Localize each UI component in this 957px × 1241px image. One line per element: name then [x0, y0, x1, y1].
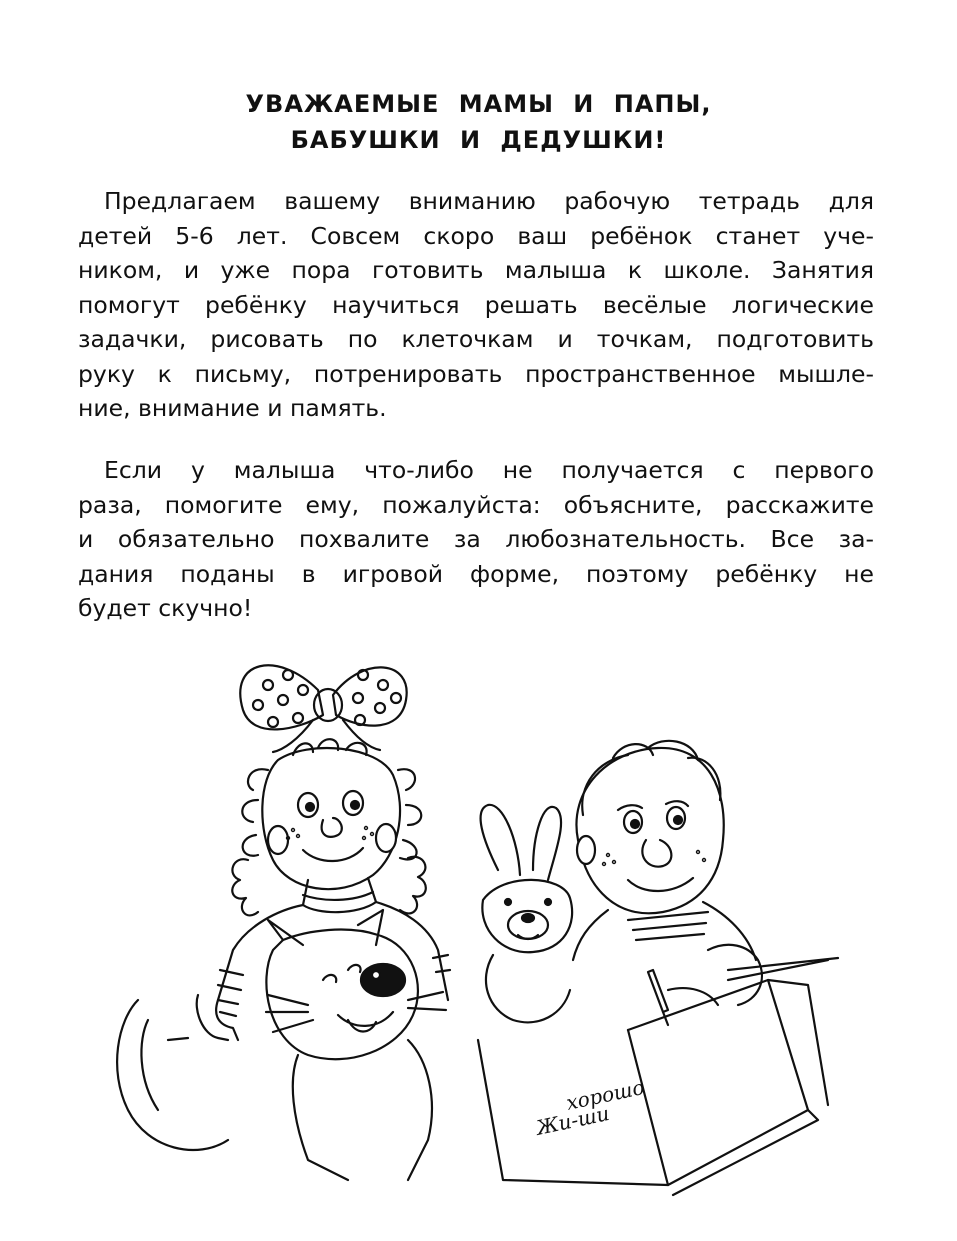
paragraph-help [78, 453, 874, 626]
notebook-text-2: хорошо [564, 1074, 647, 1115]
text-line: детей 5-6 лет. Совсем скоро ваш ребёнок станет уче- [78, 221, 874, 250]
text-line: будет скучно! [78, 594, 253, 622]
girl-curls [232, 857, 426, 916]
notebook [478, 960, 828, 1195]
page-heading [0, 86, 957, 158]
text-line: и обязательно похвалите за любознательность. Все за- [78, 525, 874, 553]
text-line: ние, внимание и память. [78, 394, 387, 422]
text-line: Предлагаем вашему вниманию рабочую тетрадь для [104, 187, 874, 215]
text-line: задачки, рисовать по клеточкам и точкам, подготовить [78, 325, 874, 353]
heading-line-1: УВАЖАЕМЫЕ МАМЫ И ПАПЫ, [245, 90, 712, 118]
text-line: помогут ребёнку научиться решать весёлые логические [78, 290, 874, 319]
girl-head [242, 739, 421, 889]
children-illustration [108, 640, 848, 1200]
cat [117, 910, 446, 1180]
heading-line-2: БАБУШКИ И ДЕДУШКИ! [290, 126, 667, 154]
text-line: ником, и уже пора готовить малыша к школе. Занятия [78, 256, 874, 284]
text-line: Если у малыша что-либо не получается с первого [104, 456, 874, 484]
bunny [481, 805, 573, 1023]
text-line: руку к письму, потренировать пространственное мышле- [78, 359, 874, 388]
boy-body [573, 902, 762, 1025]
notebook-text-1: Жи-ши [534, 1101, 612, 1140]
boy-head [576, 741, 723, 913]
text-line: дания поданы в игровой форме, поэтому ребёнку не [78, 559, 874, 588]
paragraph-intro [78, 184, 874, 426]
text-line: раза, помогите ему, пожалуйста: объясните, расскажите [78, 490, 874, 519]
illustration-drawing [108, 640, 848, 1200]
girl-bow [240, 665, 406, 752]
